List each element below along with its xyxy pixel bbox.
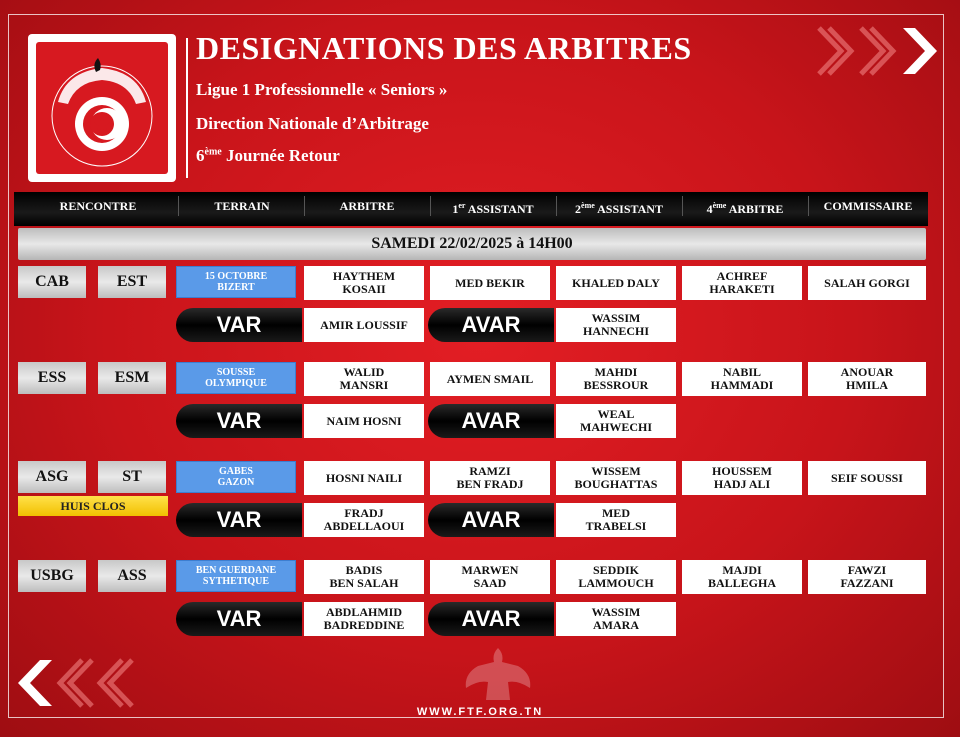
ftf-logo [28, 34, 176, 182]
page-title: DESIGNATIONS DES ARBITRES [196, 30, 692, 66]
assistant-2-cell: WISSEM BOUGHATTAS [556, 461, 676, 495]
var-referee-cell: NAIM HOSNI [304, 404, 424, 438]
away-team: EST [98, 266, 166, 298]
assistant-1-cell: RAMZI BEN FRADJ [430, 461, 550, 495]
home-team: USBG [18, 560, 86, 592]
avar-label: AVAR [428, 308, 554, 342]
arbitre-cell: HAYTHEM KOSAII [304, 266, 424, 300]
away-team: ST [98, 461, 166, 493]
assistant-2-cell: KHALED DALY [556, 266, 676, 300]
arbitre-4-cell: ACHREF HARAKETI [682, 266, 802, 300]
commissaire-cell: FAWZI FAZZANI [808, 560, 926, 594]
avar-label: AVAR [428, 602, 554, 636]
arbitre-cell: WALID MANSRI [304, 362, 424, 396]
var-referee-cell: FRADJ ABDELLAOUI [304, 503, 424, 537]
commissaire-cell: SALAH GORGI [808, 266, 926, 300]
arbitre-4-cell: NABIL HAMMADI [682, 362, 802, 396]
col-rencontre: RENCONTRE [59, 199, 137, 213]
assistant-1-cell: AYMEN SMAIL [430, 362, 550, 396]
prev-chevrons-icon[interactable] [18, 658, 138, 708]
var-referee-cell: AMIR LOUSSIF [304, 308, 424, 342]
col-assistant-1: 1er ASSISTANT [452, 201, 534, 216]
next-chevrons-icon[interactable] [815, 26, 940, 76]
assistant-2-cell: MAHDI BESSROUR [556, 362, 676, 396]
logo-divider [186, 38, 188, 178]
assistant-1-cell: MED BEKIR [430, 266, 550, 300]
avar-label: AVAR [428, 503, 554, 537]
var-label: VAR [176, 404, 302, 438]
ftf-emblem-icon [36, 42, 168, 174]
terrain-cell: SOUSSE OLYMPIQUE [176, 362, 296, 394]
huis-clos-badge: HUIS CLOS [18, 496, 168, 516]
away-team: ASS [98, 560, 166, 592]
away-team: ESM [98, 362, 166, 394]
col-commissaire: COMMISSAIRE [823, 199, 913, 213]
var-label: VAR [176, 308, 302, 342]
avar-label: AVAR [428, 404, 554, 438]
col-terrain: TERRAIN [214, 199, 270, 213]
eagle-watermark-icon [458, 644, 538, 704]
date-bar [18, 228, 926, 260]
home-team: CAB [18, 266, 86, 298]
assistant-1-cell: MARWEN SAAD [430, 560, 550, 594]
arbitre-cell: HOSNI NAILI [304, 461, 424, 495]
home-team: ESS [18, 362, 86, 394]
league-name: Ligue 1 Professionnelle « Seniors » [196, 80, 448, 99]
col-arbitre-4: 4ème ARBITRE [706, 201, 784, 216]
var-label: VAR [176, 503, 302, 537]
terrain-cell: BEN GUERDANE SYTHETIQUE [176, 560, 296, 592]
footer-url[interactable]: WWW.FTF.ORG.TN [416, 706, 544, 718]
arbitre-4-cell: HOUSSEM HADJ ALI [682, 461, 802, 495]
match-date: SAMEDI 22/02/2025 à 14H00 [371, 235, 573, 252]
col-assistant-2: 2ème ASSISTANT [575, 201, 663, 216]
col-arbitre: ARBITRE [339, 199, 395, 213]
commissaire-cell: ANOUAR HMILA [808, 362, 926, 396]
terrain-cell: GABES GAZON [176, 461, 296, 493]
direction-name: Direction Nationale d’Arbitrage [196, 114, 429, 133]
home-team: ASG [18, 461, 86, 493]
avar-referee-cell: WASSIM AMARA [556, 602, 676, 636]
avar-referee-cell: WASSIM HANNECHI [556, 308, 676, 342]
avar-referee-cell: WEAL MAHWECHI [556, 404, 676, 438]
terrain-cell: 15 OCTOBRE BIZERT [176, 266, 296, 298]
var-referee-cell: ABDLAHMID BADREDDINE [304, 602, 424, 636]
column-header-bar [14, 192, 928, 226]
avar-referee-cell: MED TRABELSI [556, 503, 676, 537]
round-name: 6ème Journée Retour [196, 146, 340, 165]
var-label: VAR [176, 602, 302, 636]
assistant-2-cell: SEDDIK LAMMOUCH [556, 560, 676, 594]
arbitre-cell: BADIS BEN SALAH [304, 560, 424, 594]
arbitre-4-cell: MAJDI BALLEGHA [682, 560, 802, 594]
commissaire-cell: SEIF SOUSSI [808, 461, 926, 495]
